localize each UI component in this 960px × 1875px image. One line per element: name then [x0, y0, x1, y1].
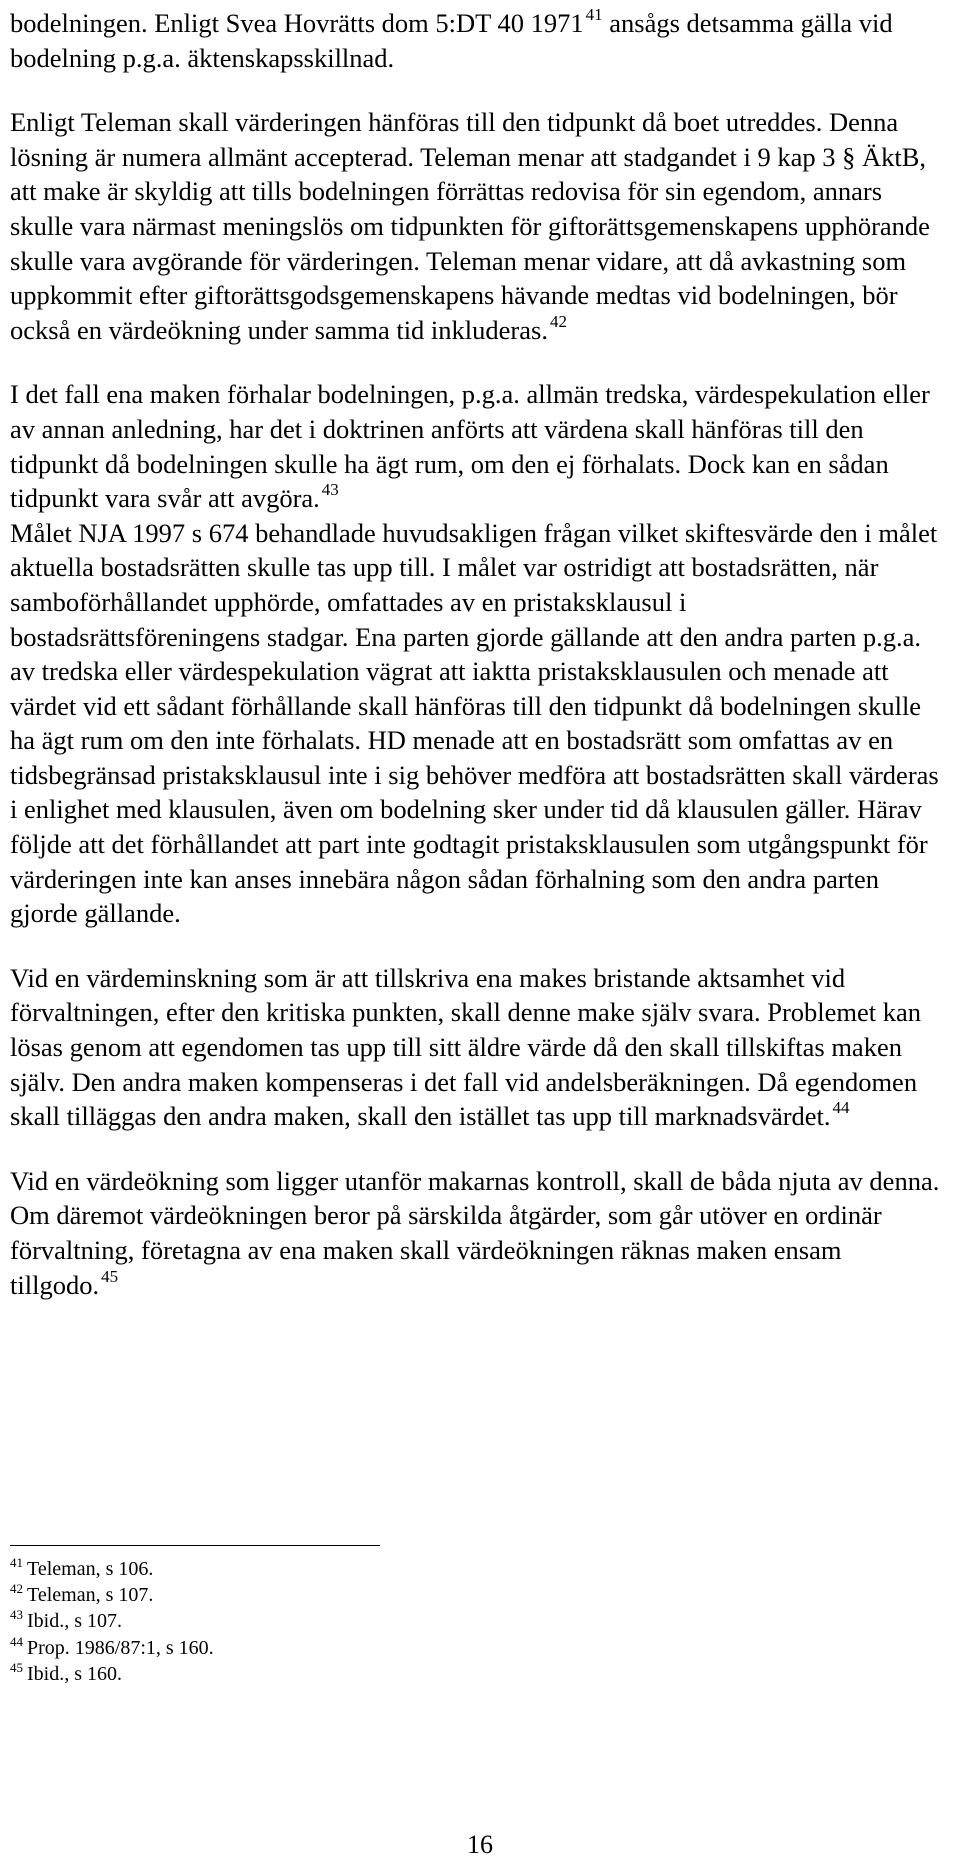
footnote-ref-45[interactable]: 45 [101, 1266, 119, 1286]
paragraph-4 [10, 516, 940, 931]
footnote-43 [10, 1609, 214, 1635]
footnote-ref-43[interactable]: 43 [321, 480, 339, 500]
footnote-number: 41 [10, 1555, 23, 1570]
document-body [10, 6, 940, 1302]
paragraph-text: bodelningen. Enligt Svea Hovrätts dom 5:DT 40 1971 [10, 8, 584, 38]
paragraph-1 [10, 6, 940, 75]
footnote-42 [10, 1583, 214, 1609]
paragraph-6 [10, 1164, 940, 1302]
footnote-45 [10, 1659, 214, 1688]
footnote-text: Teleman, s 107. [27, 1584, 154, 1607]
footnote-41 [10, 1557, 214, 1583]
footnote-number: 42 [10, 1581, 23, 1597]
footnote-text: Teleman, s 106. [27, 1558, 154, 1580]
page-number: 16 [467, 1830, 493, 1859]
footnote-text: Ibid., s 160. [27, 1662, 122, 1685]
footnotes-section [10, 1557, 214, 1688]
footnote-number: 43 [10, 1607, 23, 1623]
paragraph-3 [10, 377, 940, 515]
paragraph-text: Enligt Teleman skall värderingen hänföras till den tidpunkt då boet utreddes. Denna lösning är numera allmänt accepterad. Teleman menar att stadgandet i 9 kap 3 § ÄktB, att make är skyldig att tills bodelningen förrättas redovisa för sin egendom, annars skulle vara närmast meningslös om tidpunkten för giftorättsgemenskapens upphörande skulle vara avgörande för värderingen. Teleman menar vidare, att då avkastning som uppkommit efter giftorättsgodsgemenskapens hävande medtas vid bodelningen, bör också en värdeökning under samma tid inkluderas. [10, 107, 930, 345]
footnote-ref-44[interactable]: 44 [832, 1098, 850, 1118]
footnote-number: 44 [10, 1633, 23, 1649]
paragraph-text: I det fall ena maken förhalar bodelningen, p.g.a. allmän tredska, värdespekulation eller av annan anledning, har det i doktrinen anförts att värdena skall hänföras till den tidpunkt då bodelningen skulle ha ägt rum, om den ej förhalats. Dock kan en sådan tidpunkt vara svår att avgöra. [10, 379, 930, 514]
footnote-text: Ibid., s 107. [27, 1610, 122, 1633]
footnote-text: Prop. 1986/87:1, s 160. [27, 1636, 214, 1659]
footnote-44 [10, 1633, 214, 1662]
footnote-ref-42[interactable]: 42 [549, 311, 567, 331]
paragraph-text: Vid en värdeminskning som är att tillskriva ena makes bristande aktsamhet vid förvaltningen, efter den kritiska punkten, skall denne make själv svara. Problemet kan lösas genom att egendomen tas upp till sitt äldre värde då den skall tillskiftas maken själv. Den andra maken kompenseras i det fall vid andelsberäkningen. Då egendomen skall tilläggas den andra maken, skall den istället tas upp till marknadsvärdet. [10, 962, 922, 1132]
footnote-number: 45 [10, 1659, 23, 1675]
footnote-separator [10, 1545, 380, 1546]
paragraph-2 [10, 105, 940, 347]
paragraph-text: Vid en värdeökning som ligger utanför makarnas kontroll, skall de båda njuta av denna. Om däremot värdeökningen beror på särskilda åtgärder, som går utöver en ordinär förvaltning, företagna av ena maken skall värdeökningen räknas maken ensam tillgodo. [10, 1165, 940, 1300]
paragraph-5 [10, 961, 940, 1134]
paragraph-text-continued: ansågs detsamma gälla vid bodelning p.g.a. äktenskapsskillnad. [10, 8, 893, 73]
footnote-ref-41[interactable]: 41 [585, 5, 603, 24]
paragraph-text: Målet NJA 1997 s 674 behandlade huvudsakligen frågan vilket skiftesvärde den i målet aktuella bostadsrätten skulle tas upp till. I målet var ostridigt att bostadsrätten, när samboförhållandet upphörde, omfattades av en pristaksklausul i bostadsrättsföreningens stadgar. Ena parten gjorde gällande att den andra parten p.g.a. av tredska eller värdespekulation vägrat att iaktta pristaksklausulen och menade att värdet vid ett sådant förhållande skall hänföras till den tidpunkt då bodelningen skulle ha ägt rum om den inte förhalats. HD menade att en bostadsrätt som omfattas av en tidsbegränsad pristaksklausul inte i sig behöver medföra att bostadsrätten skall värderas i enlighet med klausulen, även om bodelning sker under tid då klausulen gäller. Härav följde att det förhållandet att part inte godtagit pristaksklausulen som utgångspunkt för värderingen inte kan anses innebära någon sådan förhalning som den andra parten gjorde gällande. [10, 517, 939, 929]
